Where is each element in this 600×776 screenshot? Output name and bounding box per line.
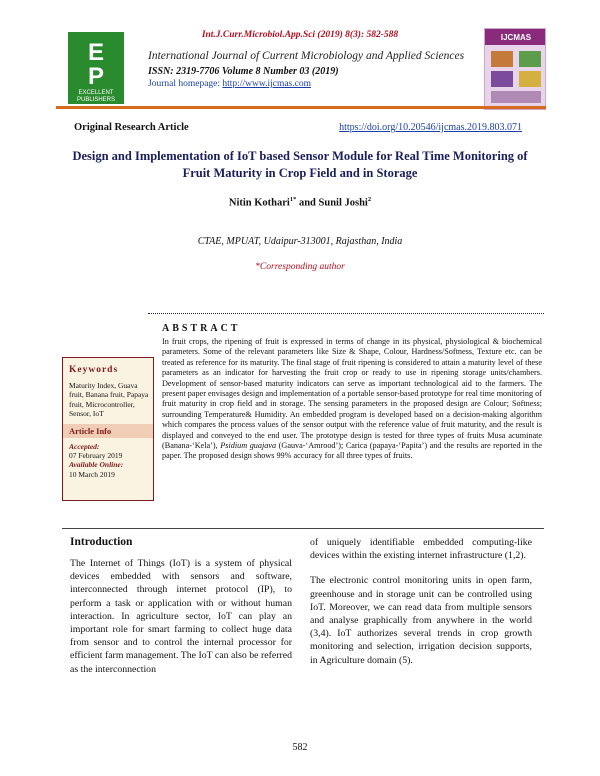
author-2: Sunil Joshi	[318, 197, 368, 209]
doi-link[interactable]: https://doi.org/10.20546/ijcmas.2019.803.071	[339, 122, 522, 133]
homepage-label: Journal homepage:	[148, 79, 223, 89]
author-join: and	[296, 197, 319, 209]
abstract-species: Psidium guajava	[220, 441, 277, 451]
author-1-affiliation: 1*	[289, 196, 297, 203]
logo-letter-e: E	[87, 39, 105, 66]
introduction-paragraph-1: The Internet of Things (IoT) is a system of physical devices embedded with sensors and software, interconnected through internet protocol (IP), to perform a task or application with or without human interaction. In agriculture sector, IoT can play an important role for smart farming to collect huge data from sensor and to control the internal processor for efficient farm management. The IoT can also be referred as the interconnection	[70, 558, 292, 675]
cover-title: IJCMAS	[500, 33, 532, 42]
header-divider	[56, 106, 546, 109]
abstract-part-a: In fruit crops, the ripening of fruit is expressed in terms of change in its physical, physiological & biochemical parameters. Some of the relevant parameters like Size & Shape, Colour, Hardness/Softness, Texture etc. can be treated as reference for its maturity. The final stage of fruit ripening is considered to attain a maturity level of these parameters as an indicator for harvesting the fruit crop or ready to use in ripening storage units/chambers. Development of sensor-based maturity indicators can serve as important technological aid to the farmers. The present paper envisages design and implementation of a portable sensor-based prototype for real time monitoring of fruit maturity in crop field and in storage. The sensing parameters in the proposed design are Colour; Softness; surrounding Temperature& Humidity. An embedded program is developed based on a decision-making algorithm which compares the process values of the sensor output with the reference value of fruit maturity, and the result is displayed and conveyed to the end user. The prototype design is tested for three types of fruits Musa acuminate (Banana-‘Kela’),	[162, 337, 542, 451]
author-1: Nitin Kothari	[228, 197, 290, 209]
abstract-top-rule	[148, 313, 544, 314]
cover-art-icon	[485, 29, 546, 110]
page-number: 582	[292, 742, 308, 753]
logo-letter-p: P	[87, 63, 105, 90]
journal-homepage	[148, 79, 311, 89]
issn: ISSN: 2319-7706 Volume 8 Number 03 (2019)	[148, 66, 339, 77]
journal-name: International Journal of Current Microbiology and Applied Sciences	[148, 50, 465, 62]
article-dates	[63, 438, 153, 480]
paper-title: Design and Implementation of IoT based Sensor Module for Real Time Monitoring of Fruit Maturity in Crop Field and in Storage	[72, 149, 528, 180]
article-info-heading: Article Info	[63, 424, 153, 438]
introduction-paragraph-3: The electronic control monitoring units in open farm, greenhouse and in storage unit can be controlled using IoT. Moreover, we can read data from multiple sensors and analyse graphically from anywhere in the world (3,4). IoT authorizes several trends in crop growth monitoring and selection, irrigation decision supports, in Agriculture domain (5).	[310, 575, 532, 666]
journal-cover-image	[484, 28, 546, 110]
introduction-paragraph-2: of uniquely identifiable embedded computing-like devices within the existing internet infrastructure (1,2).	[310, 537, 532, 562]
authors	[0, 196, 600, 209]
corresponding-author: *Corresponding author	[255, 262, 345, 272]
body-column-right	[310, 536, 532, 667]
keywords-list: Maturity Index, Guava fruit, Banana fruit, Papaya fruit, Microcontroller, Sensor, IoT	[69, 381, 149, 419]
article-type: Original Research Article	[74, 122, 189, 133]
abstract-heading: ABSTRACT	[162, 323, 241, 334]
accepted-label: Accepted:	[69, 441, 100, 451]
online-date: 10 March 2019	[69, 469, 115, 479]
abstract-part-b: (Gauva-‘Amrood’); Carica (papaya-‘Papita’) and the results are reported in the paper. The proposed design shows 99% accuracy for all three types of fruits.	[162, 441, 543, 461]
running-head: Int.J.Curr.Microbiol.App.Sci (2019) 8(3): 582-588	[201, 30, 399, 40]
affiliation: CTAE, MPUAT, Udaipur-313001, Rajasthan, India	[197, 236, 403, 247]
homepage-link[interactable]: http://www.ijcmas.com	[222, 79, 311, 89]
keywords-sidebar	[62, 357, 154, 501]
introduction-heading: Introduction	[70, 536, 133, 548]
logo-text-2: PUBLISHERS	[76, 97, 116, 103]
author-2-affiliation: 2	[367, 196, 372, 203]
keywords-heading: Keywords	[69, 365, 119, 375]
accepted-date: 07 February 2019	[69, 451, 123, 461]
logo-text-1: EXCELLENT	[78, 90, 114, 96]
abstract-text	[162, 337, 542, 462]
online-label: Available Online:	[69, 460, 124, 470]
publisher-logo-icon	[68, 32, 124, 104]
abstract-bottom-rule	[62, 528, 544, 529]
journal-header	[56, 28, 546, 112]
body-column-left	[70, 536, 292, 676]
